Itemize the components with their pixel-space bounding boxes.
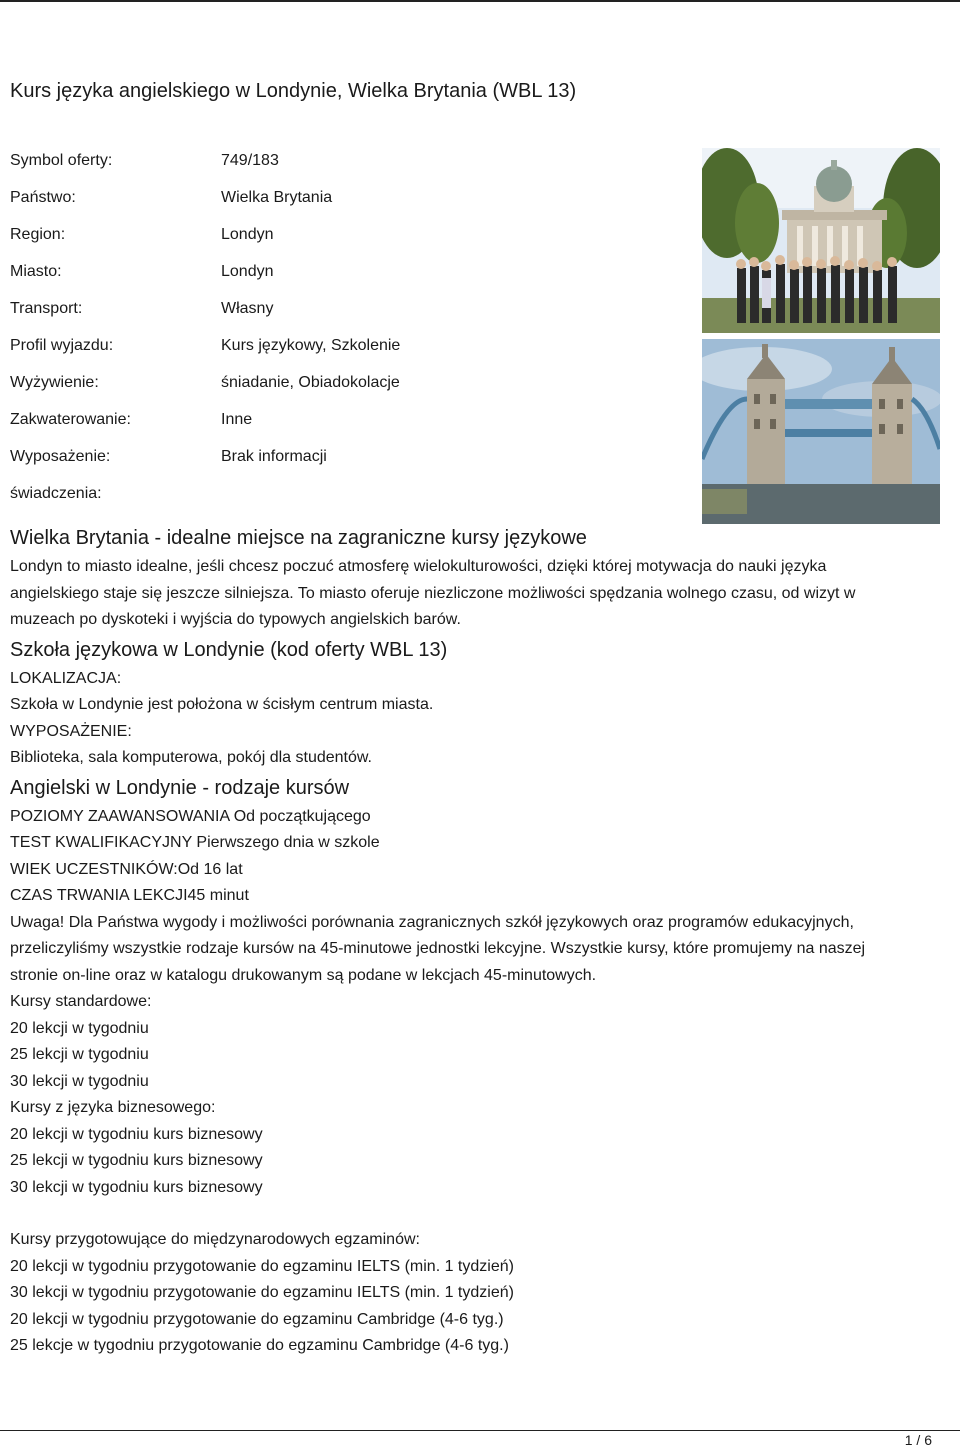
- paragraph-line: LOKALIZACJA:: [10, 669, 122, 687]
- museum-group-photo: [702, 148, 940, 333]
- spec-label: Region:: [10, 226, 66, 243]
- list-item: 30 lekcji w tygodniu kurs biznesowy: [10, 1178, 263, 1196]
- paragraph-line: Kursy przygotowujące do międzynarodowych egzaminów:: [10, 1231, 420, 1248]
- list-item: 30 lekcji w tygodniu przygotowanie do egzaminu IELTS (min. 1 tydzień): [10, 1284, 514, 1301]
- paragraph-line: WIEK UCZESTNIKÓW:Od 16 lat: [10, 860, 243, 878]
- list-item: 20 lekcji w tygodniu przygotowanie do egzaminu Cambridge (4-6 tyg.): [10, 1310, 504, 1328]
- paragraph-line: Kursy standardowe:: [10, 993, 152, 1010]
- paragraph-line: WYPOSAŻENIE:: [10, 722, 132, 740]
- spec-value: Brak informacji: [221, 448, 327, 465]
- paragraph-line: angielskiego staje się jeszcze silniejsza. To miasto oferuje niezliczone możliwości spędzania wolnego czasu, od wizyt w: [10, 584, 856, 602]
- paragraph-line: Kursy z języka biznesowego:: [10, 1099, 216, 1116]
- spec-value: Inne: [221, 411, 253, 428]
- footer-rule: [0, 1430, 960, 1431]
- spec-label: Miasto:: [10, 263, 62, 280]
- paragraph-line: Uwaga! Dla Państwa wygody i możliwości porównania zagranicznych szkół językowych oraz programów edukacyjnych,: [10, 913, 854, 931]
- spec-label: Zakwaterowanie:: [10, 411, 131, 428]
- page-title: Kurs języka angielskiego w Londynie, Wielka Brytania (WBL 13): [10, 80, 577, 102]
- paragraph-line: Londyn to miasto idealne, jeśli chcesz poczuć atmosferę wielokulturowości, dzięki której motywacja do nauki języka: [10, 558, 827, 575]
- list-item: 20 lekcji w tygodniu przygotowanie do egzaminu IELTS (min. 1 tydzień): [10, 1257, 514, 1275]
- spec-value: śniadanie, Obiadokolacje: [221, 374, 400, 391]
- spec-value: Londyn: [221, 263, 274, 280]
- spec-label: Wyposażenie:: [10, 448, 111, 465]
- tower-bridge-photo: [702, 339, 940, 524]
- page-number: 1 / 6: [904, 1432, 932, 1448]
- section-heading: Angielski w Londynie - rodzaje kursów: [10, 776, 350, 799]
- paragraph-line: CZAS TRWANIA LEKCJI45 minut: [10, 887, 249, 904]
- spec-label: świadczenia:: [10, 485, 102, 502]
- spec-value: 749/183: [221, 152, 279, 169]
- paragraph-line: przeliczyliśmy wszystkie rodzaje kursów na 45-minutowe jednostki lekcyjne. Wszystkie kursy, które promujemy na naszej: [10, 940, 866, 957]
- paragraph-line: muzeach po dyskoteki i wyjścia do typowych angielskich barów.: [10, 611, 461, 628]
- spec-value: Kurs językowy, Szkolenie: [221, 337, 401, 354]
- list-item: 25 lekcje w tygodniu przygotowanie do egzaminu Cambridge (4-6 tyg.): [10, 1337, 509, 1354]
- top-rule: [0, 0, 960, 2]
- spec-label: Symbol oferty:: [10, 152, 113, 169]
- spec-label: Transport:: [10, 300, 83, 317]
- list-item: 20 lekcji w tygodniu kurs biznesowy: [10, 1125, 263, 1143]
- spec-value: Wielka Brytania: [221, 189, 333, 206]
- spec-value: Londyn: [221, 226, 274, 243]
- spacer: [10, 1201, 910, 1227]
- spec-value: Własny: [221, 300, 274, 317]
- list-item: 25 lekcji w tygodniu kurs biznesowy: [10, 1152, 263, 1169]
- list-item: 20 lekcji w tygodniu: [10, 1019, 149, 1037]
- spec-label: Wyżywienie:: [10, 374, 99, 391]
- list-item: 25 lekcji w tygodniu: [10, 1046, 149, 1063]
- paragraph-line: Biblioteka, sala komputerowa, pokój dla studentów.: [10, 749, 372, 766]
- section-heading: Wielka Brytania - idealne miejsce na zagraniczne kursy językowe: [10, 527, 587, 549]
- offer-description: [10, 522, 910, 1360]
- spec-label: Państwo:: [10, 189, 76, 206]
- paragraph-line: Szkoła w Londynie jest położona w ścisłym centrum miasta.: [10, 696, 434, 713]
- list-item: 30 lekcji w tygodniu: [10, 1072, 149, 1090]
- paragraph-line: TEST KWALIFIKACYJNY Pierwszego dnia w szkole: [10, 834, 380, 851]
- paragraph-line: stronie on-line oraz w katalogu drukowanym są podane w lekcjach 45-minutowych.: [10, 966, 597, 984]
- paragraph-line: POZIOMY ZAAWANSOWANIA Od początkującego: [10, 807, 371, 825]
- section-heading: Szkoła językowa w Londynie (kod oferty WBL 13): [10, 638, 448, 661]
- spec-label: Profil wyjazdu:: [10, 337, 114, 354]
